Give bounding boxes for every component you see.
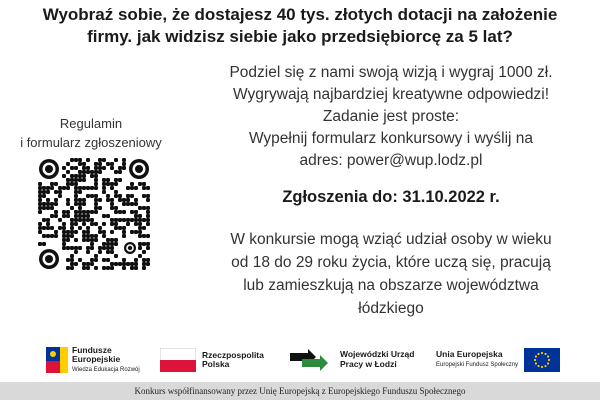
intro-line-2: Wygrywają najbardziej kreatywne odpowiedzi! <box>232 86 550 103</box>
fe-subtitle: Wiedza Edukacja Rozwój <box>72 366 140 373</box>
wup-arrows-icon <box>290 349 334 371</box>
qr-alignment <box>124 242 136 254</box>
qr-label-line-1: Regulamin <box>59 116 123 131</box>
eligibility-line-4: łódzkiego <box>358 300 424 317</box>
qr-code[interactable] <box>38 158 150 270</box>
logo-rzeczpospolita-polska <box>160 342 264 378</box>
intro-email-line: adres: power@wup.lodz.pl <box>299 152 483 169</box>
headline-line-1: Wyobraź sobie, że dostajesz 40 tys. złotych dotacji na założenie <box>42 5 558 24</box>
eligibility-line-1: W konkursie mogą wziąć udział osoby w wieku <box>230 231 552 248</box>
logo-wup-lodz <box>290 342 414 378</box>
footer-cofinancing-note: Konkurs współfinansowany przez Unię Europejską z Europejskiego Funduszu Społecznego <box>0 382 600 400</box>
qr-label <box>0 114 182 152</box>
ue-title: Unia Europejska <box>436 349 503 359</box>
headline-line-2: firmy. jak widzisz siebie jako przedsiębiorcę za 5 lat? <box>87 27 513 46</box>
fe-title-1: Fundusze <box>72 344 112 355</box>
logo-unia-europejska <box>436 342 560 378</box>
rp-line-1: Rzeczpospolita <box>202 350 264 360</box>
qr-finder-top-left <box>39 159 59 179</box>
rp-line-2: Polska <box>202 359 230 369</box>
eligibility-line-2: od 18 do 29 roku życia, które uczą się, pracują <box>231 254 551 271</box>
deadline-text: Zgłoszenia do: 31.10.2022 r. <box>282 188 500 206</box>
polish-flag-icon <box>160 348 196 372</box>
logo-fundusze-europejskie <box>46 342 140 378</box>
intro-text <box>196 62 586 172</box>
ue-subtitle: Europejski Fundusz Społeczny <box>436 362 519 368</box>
eligibility-line-3: lub zamieszkują na obszarze województwa <box>243 277 539 294</box>
headline <box>0 4 600 48</box>
qr-label-line-2: i formularz zgłoszeniowy <box>20 135 162 150</box>
fundusze-europejskie-emblem-icon <box>46 347 68 373</box>
qr-finder-top-right <box>129 159 149 179</box>
intro-line-1: Podziel się z nami swoją wizją i wygraj 1000 zł. <box>229 64 553 81</box>
intro-line-3: Zadanie jest proste: <box>322 108 460 125</box>
eu-flag-icon <box>524 348 560 372</box>
fe-title-2: Europejskie <box>72 353 121 364</box>
logo-bar <box>0 342 600 378</box>
eligibility-text <box>196 228 586 320</box>
qr-finder-bottom-left <box>39 249 59 269</box>
wup-line-1: Wojewódzki Urząd <box>340 349 415 359</box>
intro-line-4: Wypełnij formularz konkursowy i wyślij na <box>248 130 534 147</box>
wup-line-2: Pracy w Łodzi <box>340 359 397 369</box>
